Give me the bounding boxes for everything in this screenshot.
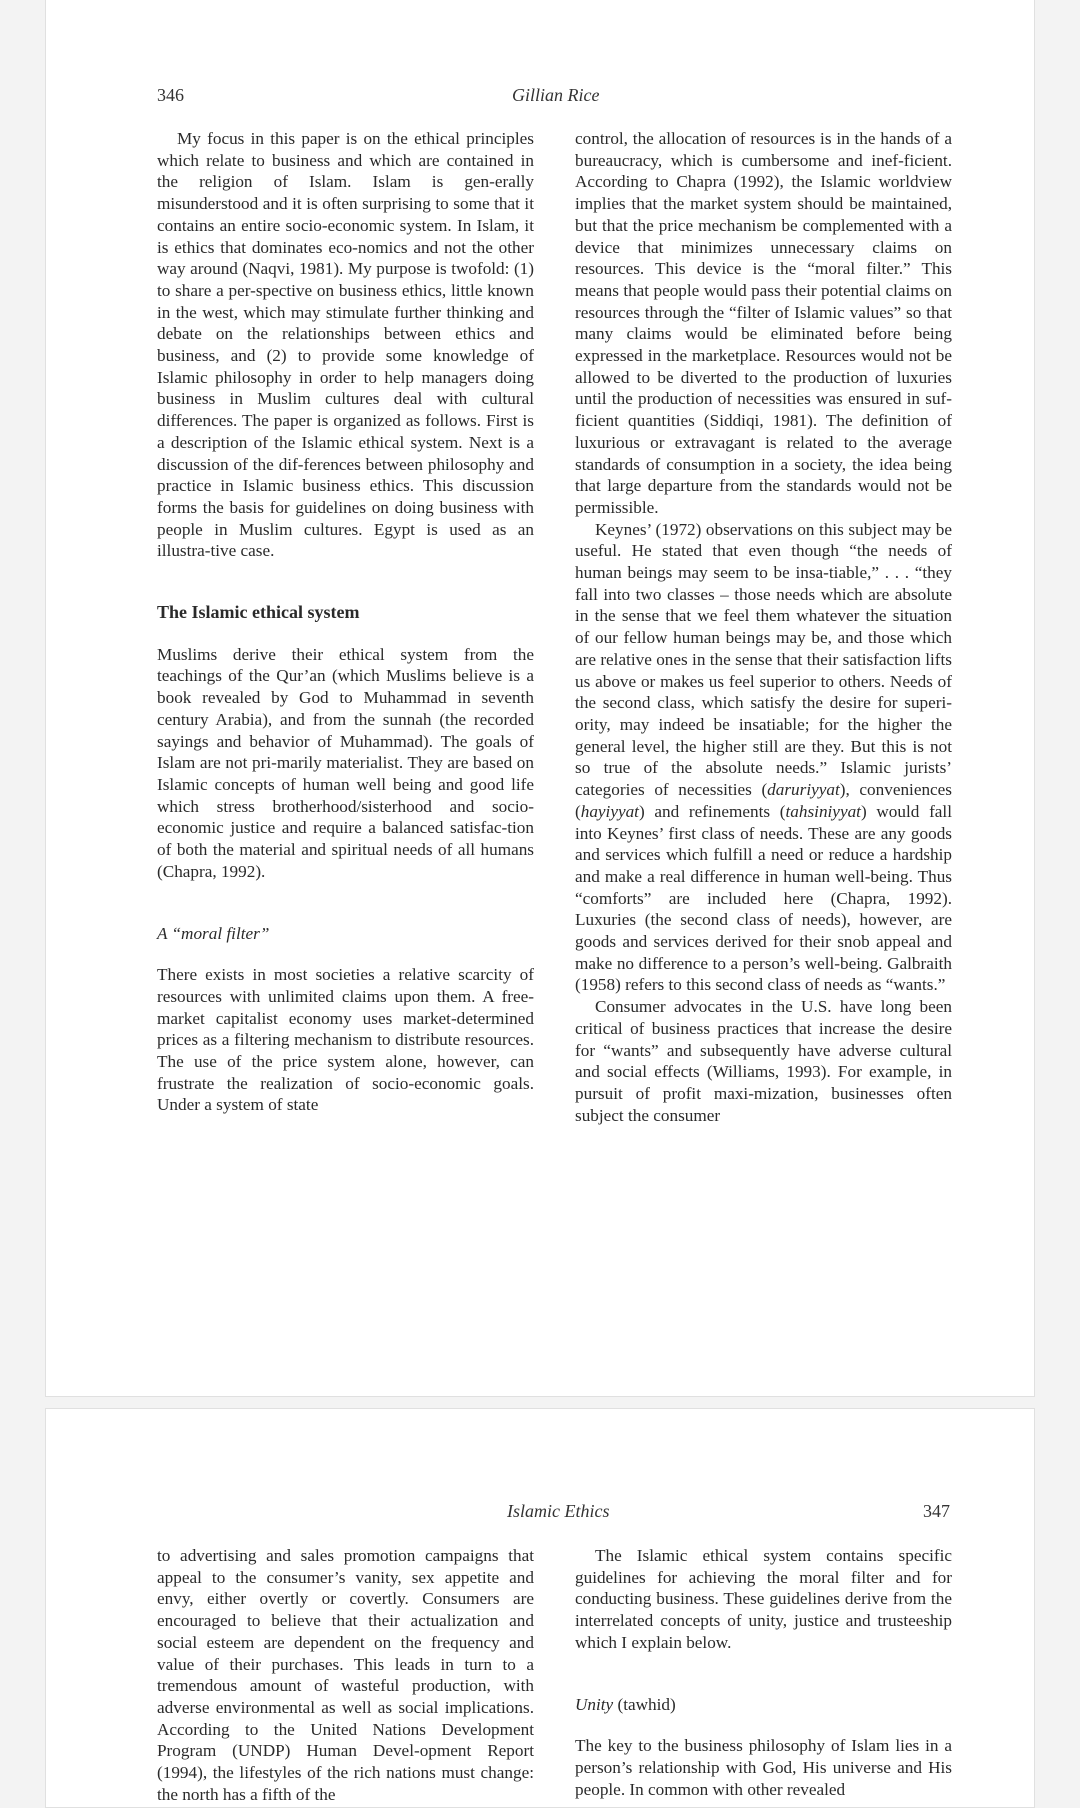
text-run: ), conveniences ( [575,780,952,821]
subsection-title-plain: (tawhid) [613,1694,676,1714]
paragraph: The key to the business philosophy of Islam lies in a person’s relationship with God, His universe and His people. In common with other revealed [575,1736,952,1799]
right-column [575,128,952,1126]
subsection-title-italic: Unity [575,1694,614,1714]
paragraph [575,519,952,996]
paragraph: Consumer advocates in the U.S. have long been critical of business practices that increase the desire for “wants” and subsequently have adverse cultural and social effects (Williams, 1993). For example, in pursuit of profit maxi-mization, businesses often subject the consumer [575,997,952,1125]
subsection-title [575,1694,952,1716]
text-run: Keynes’ (1972) observations on this subject may be useful. He stated that even though “the needs of human beings may seem to be insa-tiable,” . . . “they fall into two classes – those needs which are absolute in the sense that we feel them whatever the situation of our fellow human beings may be, and those which are relative ones in the sense that their satisfaction lifts us above or makes us feel superior to others. Needs of the second class, which satisfy the desire for superi-ority, may indeed be insatiable; for the higher the general level, the higher still are they. But this is not so true of the absolute needs.” Islamic jurists’ categories of necessities ( [575,519,952,800]
paragraph: control, the allocation of resources is in the hands of a bureaucracy, which is cumbersome and inef-ficient. According to Chapra (1992), the Islamic worldview implies that the market system should be maintained, but that the price mechanism be complemented with a device that minimizes unnecessary claims on resources. This device is the “moral filter.” This means that people would pass their potential claims on resources through the “filter of Islamic values” so that many claims would be eliminated before being expressed in the marketplace. Resources would not be allowed to be diverted to the production of luxuries until the production of necessities was ensured in suf-ficient quantities (Siddiqi, 1981). The definition of luxurious or extravagant is related to the average standards of consumption in a society, the idea being that large departure from the standards would not be permissible. [575,129,952,517]
term-daruriyyat: daruriyyat [767,780,840,800]
section-paragraph: Muslims derive their ethical system from the teachings of the Qur’an (which Muslims believe is a book revealed by God to Muhammad in seventh century Arabia), and from the sunnah (the recorded sayings and behavior of Muhammad). The goals of Islam are not pri-marily materialist. They are based on Islamic concepts of human well being and good life which stress brotherhood/sisterhood and socio-economic justice and require a balanced satisfac-tion of both the material and spiritual needs of all humans (Chapra, 1992). [157,644,534,881]
page-346 [45,0,1035,1397]
running-head: Gillian Rice [512,85,600,105]
subsection-paragraph: There exists in most societies a relative scarcity of resources with unlimited claims upon them. A free-market capitalist economy uses market-determined prices as a filtering mechanism to distribute resources. The use of the price system alone, however, can frustrate the realization of socio-economic goals. Under a system of state [157,965,534,1115]
text-run: ) would fall into Keynes’ first class of needs. These are any goods and services which fulfill a need or reduce a hardship and make a real difference in human well-being. Thus “comforts” are included here (Chapra, 1992). Luxuries (the second class of needs), however, are goods and services derived for their snob appeal and make no difference to a person’s well-being. Galbraith (1958) refers to this second class of needs as “wants.” [575,801,952,995]
page-number: 346 [157,85,184,105]
intro-paragraph: My focus in this paper is on the ethical principles which relate to business and which are contained in the religion of Islam. Islam is gen-erally misunderstood and it is often surprising to some that it contains an entire socio-economic system. In Islam, it is ethics that dominates eco-nomics and not the other way around (Naqvi, 1981). My purpose is twofold: (1) to share a per-spective on business ethics, little known in the west, which may stimulate further thinking and debate on the relationships between ethics and business, and (2) to provide some knowledge of Islamic philosophy in order to help managers doing business in Muslim cultures deal with cultural differences. The paper is organized as follows. First is a description of the Islamic ethical system. Next is a discussion of the dif-ferences between philosophy and practice in Islamic business ethics. This discussion forms the basis for guidelines on doing business with people in Muslim cultures. Egypt is used as an illustra-tive case. [157,129,534,561]
page-347 [45,1408,1035,1808]
subsection-title: A “moral filter” [157,923,270,943]
paragraph: to advertising and sales promotion campaigns that appeal to the consumer’s vanity, sex appetite and envy, either overtly or covertly. Consumers are encouraged to believe that their actualization and social esteem are dependent on the frequency and value of their purchases. This leads in turn to a tremendous amount of wasteful production, with adverse environmental as well as social implications. According to the United Nations Development Program (UNDP) Human Devel-opment Report (1994), the lifestyles of the rich nations must change: the north has a fifth of the [157,1546,534,1804]
term-hayiyyat: hayiyyat [580,801,639,821]
right-column [575,1545,952,1800]
left-column [157,128,534,1116]
section-title: The Islamic ethical system [157,602,360,623]
text-run: ) and refinements ( [638,801,786,821]
term-tahsiniyyat: tahsiniyyat [785,801,861,821]
running-head: Islamic Ethics [507,1501,610,1521]
left-column [157,1545,534,1805]
paragraph: The Islamic ethical system contains specific guidelines for achieving the moral filter and for conducting business. These guidelines derive from the interrelated concepts of unity, justice and trusteeship which I explain below. [575,1546,952,1652]
page-number: 347 [923,1501,950,1521]
